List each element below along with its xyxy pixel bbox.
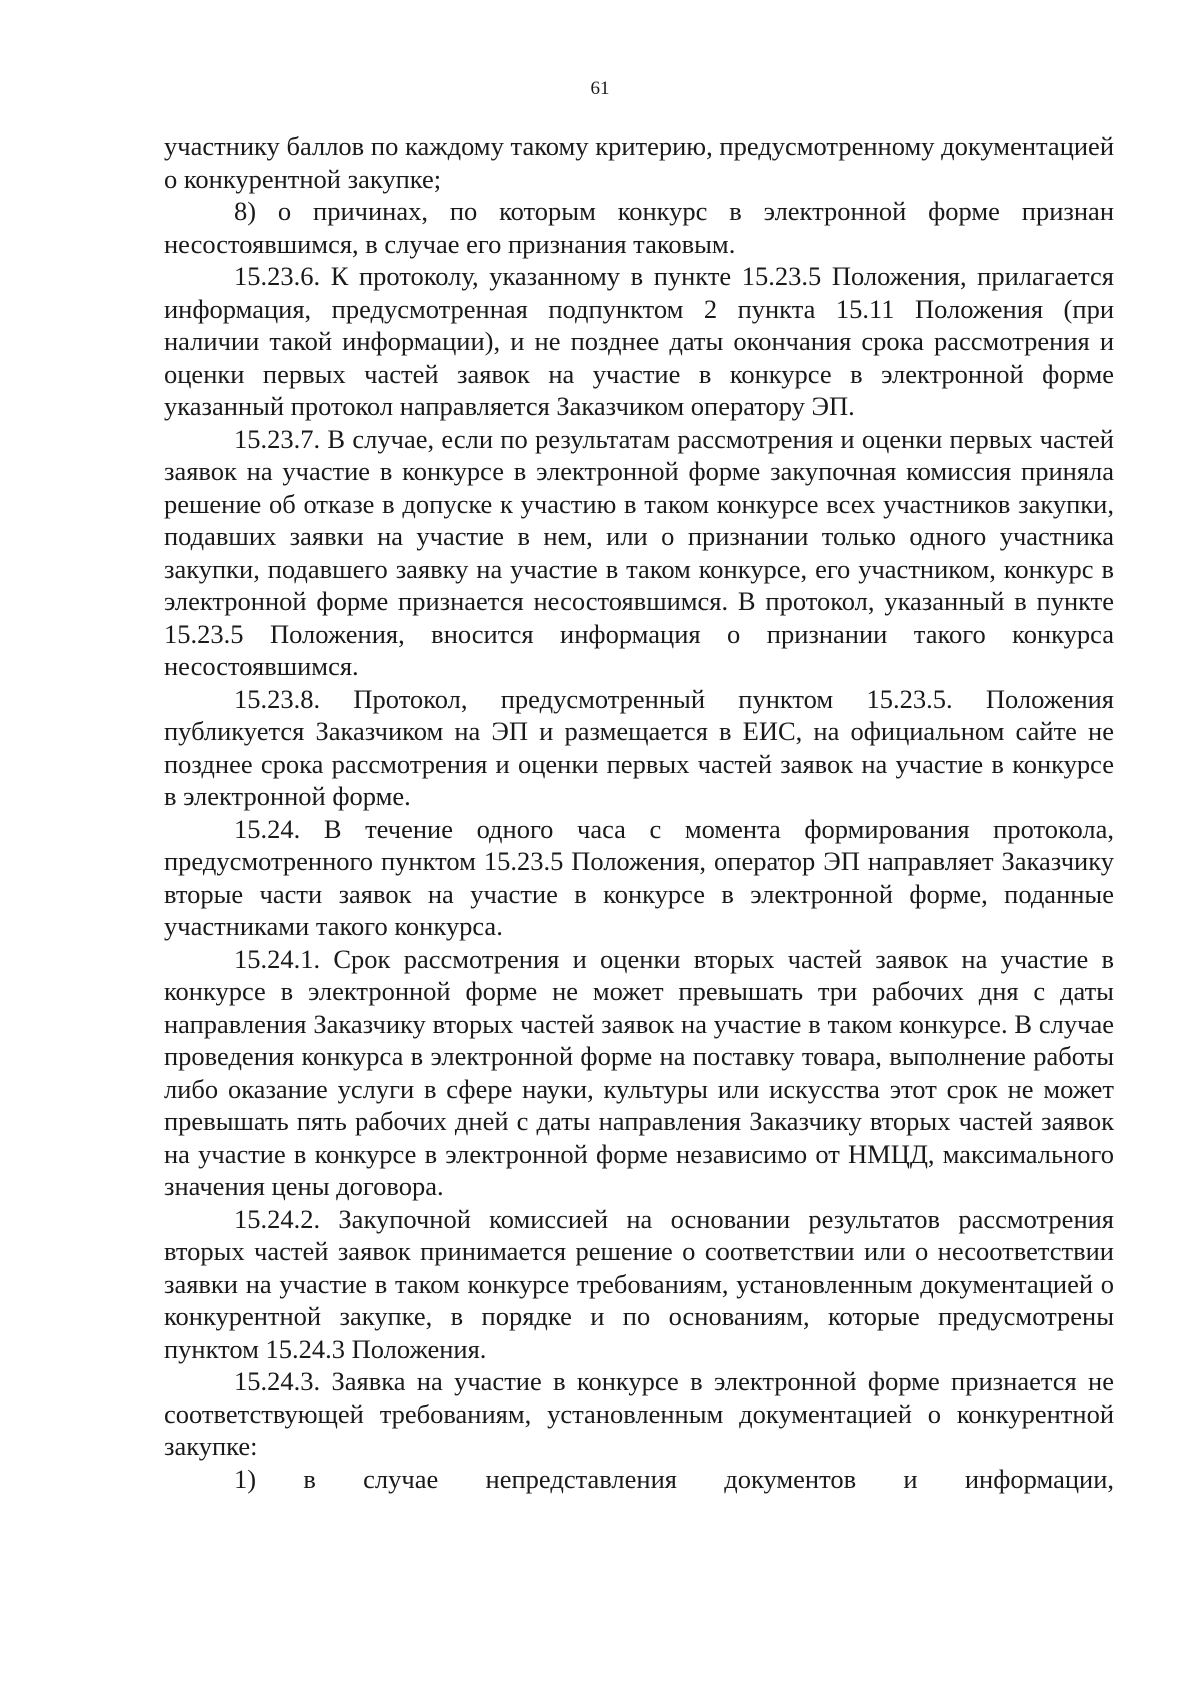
paragraph-15-23-7: 15.23.7. В случае, если по результатам рассмотрения и оценки первых частей заявок на участие в конкурсе в электронной форме закупочная комиссия приняла решение об отказе в допуске к участию в таком конкурсе всех участников закупки, подавших заявки на участие в нем, или о признании только одного участника закупки, подавшего заявку на участие в таком конкурсе, его участником, конкурс в электронной форме признается несостоявшимся. В протокол, указанный в пункте 15.23.5 Положения, вносится информация о признании такого конкурса несостоявшимся. [164, 423, 1114, 681]
paragraph-15-24-3: 15.24.3. Заявка на участие в конкурсе в электронной форме признается не соответствующей требованиям, установленным документацией о конкурентной закупке: [164, 1366, 1114, 1461]
paragraph-item-1: 1) в случае непредставления документов и информации, [234, 1463, 1114, 1494]
paragraph-item-8: 8) о причинах, по которым конкурс в электронной форме признан несостоявшимся, в случае его признания таковым. [164, 196, 1114, 259]
paragraph-15-24: 15.24. В течение одного часа с момента формирования протокола, предусмотренного пунктом 15.23.5 Положения, оператор ЭП направляет Заказчику вторые части заявок на участие в конкурсе в электронной форме, поданные участниками такого конкурса. [164, 813, 1114, 941]
paragraph-15-23-8: 15.23.8. Протокол, предусмотренный пунктом 15.23.5. Положения публикуется Заказчиком на ЭП и размещается в ЕИС, на официальном сайте не позднее срока рассмотрения и оценки первых частей заявок на участие в конкурсе в электронной форме. [164, 683, 1114, 811]
paragraph-15-24-1: 15.24.1. Срок рассмотрения и оценки вторых частей заявок на участие в конкурсе в электронной форме не может превышать три рабочих дня с даты направления Заказчику вторых частей заявок на участие в таком конкурсе. В случае проведения конкурса в электронной форме на поставку товара, выполнение работы либо оказание услуги в сфере науки, культуры или искусства этот срок не может превышать пять рабочих дней с даты направления Заказчику вторых частей заявок на участие в конкурсе в электронной форме независимо от НМЦД, максимального значения цены договора. [164, 943, 1114, 1201]
paragraph-15-23-6: 15.23.6. К протоколу, указанному в пункте 15.23.5 Положения, прилагается информация, предусмотренная подпунктом 2 пункта 15.11 Положения (при наличии такой информации), и не позднее даты окончания срока рассмотрения и оценки первых частей заявок на участие в конкурсе в электронной форме указанный протокол направляется Заказчиком оператору ЭП. [164, 261, 1114, 421]
paragraph-15-24-2: 15.24.2. Закупочной комиссией на основании результатов рассмотрения вторых частей заявок принимается решение о соответствии или о несоответствии заявки на участие в таком конкурсе требованиям, установленным документацией о конкурентной закупке, в порядке и по основаниям, которые предусмотрены пунктом 15.24.3 Положения. [164, 1203, 1114, 1364]
document-body [164, 130, 1114, 1495]
page-number: 61 [590, 78, 610, 99]
paragraph-continuation: участнику баллов по каждому такому критерию, предусмотренному документацией о конкурентной закупке; [164, 131, 1114, 194]
